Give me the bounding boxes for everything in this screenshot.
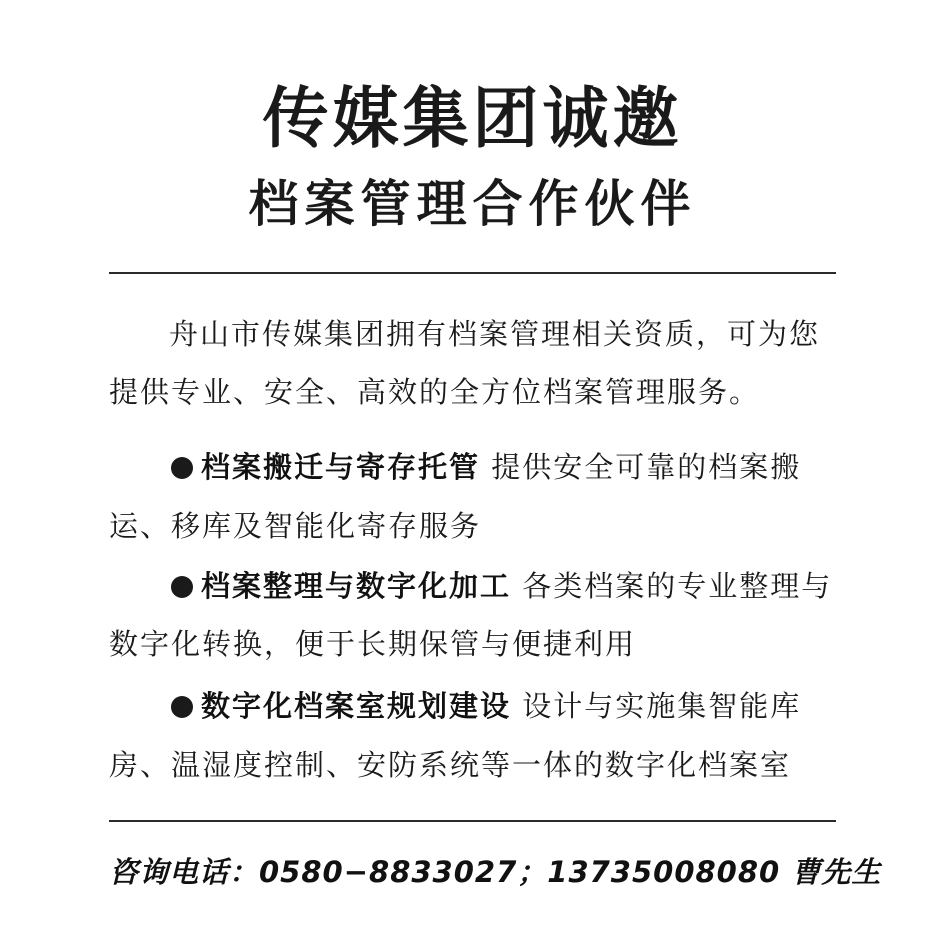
service-desc-continued: 运、移库及智能化寄存服务 — [109, 509, 482, 543]
service-title: 数字化档案室规划建设 — [201, 689, 512, 723]
service-desc-continued: 数字化转换，便于长期保管与便捷利用 — [109, 627, 637, 661]
bottom-divider — [109, 820, 836, 822]
service-desc: 各类档案的专业整理与 — [522, 569, 833, 603]
service-item-digitization — [171, 566, 832, 606]
bullet-icon — [171, 696, 193, 718]
page-subtitle: 档案管理合作伙伴 — [248, 174, 697, 233]
service-desc: 设计与实施集智能库 — [522, 689, 802, 723]
bullet-icon — [171, 457, 193, 479]
service-desc: 提供安全可靠的档案搬 — [491, 450, 802, 484]
service-desc-continued: 房、温湿度控制、安防系统等一体的数字化档案室 — [109, 748, 792, 782]
contact-info: 咨询电话：0580−8833027；13735008080 曹先生 — [109, 855, 882, 889]
service-item-archive-room — [171, 686, 801, 726]
intro-line-1: 舟山市传媒集团拥有档案管理相关资质，可为您 — [169, 317, 821, 351]
intro-line-2: 提供专业、安全、高效的全方位档案管理服务。 — [109, 375, 761, 409]
page-title: 传媒集团诚邀 — [262, 79, 683, 157]
service-title: 档案整理与数字化加工 — [201, 569, 512, 603]
bullet-icon — [171, 576, 193, 598]
top-divider — [109, 272, 836, 274]
service-title: 档案搬迁与寄存托管 — [201, 450, 481, 484]
service-item-relocation — [171, 447, 801, 487]
